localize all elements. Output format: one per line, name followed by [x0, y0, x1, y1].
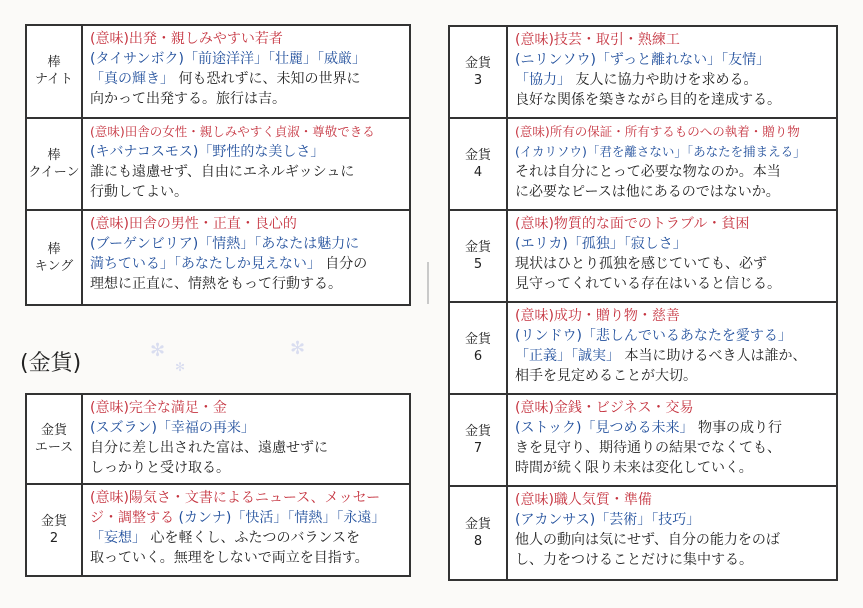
advice-text: 何も恐れずに、未知の世界に [174, 71, 361, 87]
advice-text: それは自分にとって必要な物なのか。本当 [515, 164, 781, 180]
meaning-text: (意味)田舎の女性・親しみやすく貞淑・尊敬できる [90, 123, 375, 139]
description-line [515, 458, 830, 478]
description-line [90, 29, 403, 49]
card-row [450, 303, 836, 395]
card-label [450, 211, 508, 301]
card-label-text: キング [34, 258, 74, 274]
card-label-text: 7 [473, 441, 483, 456]
description-line [90, 488, 403, 508]
description-line [515, 214, 830, 234]
card-row [27, 211, 409, 304]
section-heading: (金貨) [20, 351, 82, 376]
advice-text: 向かって出発する。旅行は吉。 [90, 91, 286, 107]
description-line [515, 234, 830, 254]
flower-language-text: 「真の輝き」 [90, 71, 174, 87]
flower-decoration-icon: ✻ [150, 340, 166, 361]
description-line [515, 418, 830, 438]
flower-language-text: (リンドウ)「悲しんでいるあなたを愛する」 [515, 328, 792, 344]
card-description [508, 211, 836, 301]
description-line [515, 510, 830, 530]
flower-language-text: (ストック)「見つめる未来」 [515, 420, 694, 436]
flower-language-text: 「協力」 [515, 72, 571, 88]
card-description [508, 119, 836, 209]
advice-text: 自分に差し出された富は、遠慮せずに [90, 440, 328, 456]
description-line [90, 418, 403, 438]
card-label-text: 6 [473, 349, 483, 364]
meaning-text: (意味)所有の保証・所有するものへの執着・贈り物 [515, 124, 800, 139]
flower-language-text: (エリカ)「孤独」「寂しさ」 [515, 236, 687, 252]
advice-text: 良好な関係を築きながら目的を達成する。 [515, 92, 781, 108]
card-description [83, 26, 409, 117]
description-line [90, 254, 403, 274]
page-divider [427, 262, 429, 304]
description-line [90, 69, 403, 89]
flower-decoration-icon: ✻ [290, 338, 306, 359]
description-line [90, 214, 403, 234]
card-description [508, 27, 836, 117]
card-label-text: 5 [473, 257, 483, 272]
description-line [515, 346, 830, 366]
meaning-text: (意味)職人気質・準備 [515, 492, 652, 508]
meaning-text: (意味)完全な満足・金 [90, 400, 227, 416]
card-label-text: 金貨 [40, 514, 67, 529]
description-line [515, 550, 830, 570]
card-label-text: 棒 [47, 241, 61, 257]
advice-text: 他人の動向は気にせず、自分の能力をのば [515, 532, 780, 548]
card-label [450, 27, 508, 117]
meaning-text: (意味)物質的な面でのトラブル・貧困 [515, 216, 750, 232]
description-line [515, 70, 830, 90]
card-label-text: 金貨 [40, 423, 67, 438]
advice-text: しっかりと受け取る。 [90, 460, 230, 476]
flower-language-text: (キバナコスモス)「野性的な美しさ」 [90, 143, 325, 160]
card-label-text: 金貨 [464, 148, 491, 163]
card-label-text: 8 [473, 534, 483, 549]
advice-text: 相手を見定めることが大切。 [515, 368, 697, 384]
description-line [90, 162, 403, 182]
card-row [450, 395, 836, 487]
description-line [90, 142, 403, 162]
card-label [27, 211, 83, 304]
card-row [450, 27, 836, 119]
card-row [450, 119, 836, 211]
description-line [515, 254, 830, 274]
card-label-text: 4 [473, 165, 483, 180]
description-line [90, 234, 403, 254]
flower-language-text: (イカリソウ)「君を離さない」「あなたを捕まえる」 [515, 144, 806, 159]
card-label-text: 金貨 [464, 424, 491, 439]
description-line [515, 490, 830, 510]
pentacles-table-right [448, 25, 838, 581]
flower-language-text: (ニリンソウ)「ずっと離れない」「友情」 [515, 52, 771, 68]
advice-text: 物事の成り行 [693, 420, 782, 436]
card-label [27, 485, 83, 575]
flower-language-text: (タイサンボク)「前途洋洋」「壮麗」「威厳」 [90, 51, 366, 67]
pentacles-table-left [25, 393, 411, 577]
description-line [515, 90, 830, 110]
card-label-text: エース [34, 440, 74, 455]
flower-language-text: 「妄想」 [90, 530, 146, 546]
description-line [515, 142, 830, 162]
meaning-text: (意味)陽気さ・文書によるニュース、メッセー [90, 490, 381, 506]
flower-language-text: (カンナ)「快活」「情熱」「永遠」 [174, 510, 386, 526]
description-line [515, 530, 830, 550]
card-row [27, 26, 409, 119]
flower-decoration-icon: ✻ [175, 360, 186, 374]
meaning-text: (意味)金銭・ビジネス・交易 [515, 400, 694, 416]
description-line [90, 89, 403, 109]
advice-text: 心を軽くし、ふたつのバランスを [146, 530, 361, 546]
description-line [90, 458, 403, 478]
card-description [83, 211, 409, 304]
advice-text: 誰にも遠慮せず、自由にエネルギッシュに [90, 163, 355, 180]
description-line [515, 366, 830, 386]
flower-language-text: (ブーゲンビリア)「情熱」「あなたは魅力に [90, 236, 360, 253]
description-line [90, 182, 403, 202]
card-description [83, 119, 409, 210]
advice-text: 理想に正直に、情熱をもって行動する。 [90, 276, 342, 293]
card-row [27, 485, 409, 575]
meaning-text: (意味)田舎の男性・正直・良心的 [90, 216, 297, 233]
advice-text: 時間が続く限り未来は変化していく。 [515, 460, 753, 476]
flower-language-text: 満ちている」「あなたしか見えない」 [90, 256, 321, 273]
card-label [27, 26, 83, 117]
card-label [450, 303, 508, 393]
advice-text: 行動してよい。 [90, 183, 188, 200]
card-row [27, 395, 409, 485]
advice-text: 友人に協力や助けを求める。 [571, 72, 758, 88]
description-line [90, 528, 403, 548]
description-line [515, 274, 830, 294]
description-line [515, 30, 830, 50]
flower-language-text: (スズラン)「幸福の再来」 [90, 420, 255, 436]
advice-text: 現状はひとり孤独を感じていても、必ず [515, 256, 767, 272]
card-row [450, 487, 836, 579]
description-line [515, 122, 830, 142]
wands-court-table [25, 24, 411, 306]
description-line [515, 306, 830, 326]
description-line [515, 182, 830, 202]
description-line [515, 50, 830, 70]
advice-text: きを見守り、期待通りの結果でなくても、 [515, 440, 781, 456]
card-row [450, 211, 836, 303]
card-description [83, 485, 409, 575]
card-label-text: 2 [49, 531, 59, 546]
card-label [27, 119, 83, 210]
description-line [90, 49, 403, 69]
card-description [508, 395, 836, 485]
card-label-text: 3 [473, 73, 483, 88]
card-label-text: 金貨 [464, 517, 491, 532]
card-description [508, 303, 836, 393]
meaning-text: (意味)成功・贈り物・慈善 [515, 308, 680, 324]
description-line [515, 398, 830, 418]
description-line [90, 508, 403, 528]
advice-text: 見守ってくれている存在はいると信じる。 [515, 276, 781, 292]
description-line [90, 548, 403, 568]
card-label [27, 395, 83, 483]
card-label-text: 金貨 [464, 240, 491, 255]
card-label-text: 棒 [47, 55, 61, 71]
description-line [90, 398, 403, 418]
card-label-text: ナイト [34, 72, 74, 88]
meaning-text: (意味)出発・親しみやすい若者 [90, 31, 283, 47]
meaning-text: ジ・調整する [90, 510, 174, 526]
advice-text: 自分の [320, 256, 368, 273]
description-line [90, 122, 403, 142]
card-description [508, 487, 836, 579]
description-line [515, 162, 830, 182]
advice-text: し、力をつけることだけに集中する。 [515, 552, 753, 568]
card-label [450, 487, 508, 579]
card-description [83, 395, 409, 483]
card-label-text: 金貨 [464, 332, 491, 347]
card-label-text: 棒 [47, 147, 61, 163]
description-line [515, 438, 830, 458]
advice-text: に必要なピースは他にあるのではないか。 [515, 184, 780, 200]
flower-language-text: 「正義」「誠実」 [515, 348, 620, 364]
flower-language-text: (アカンサス)「芸術」「技巧」 [515, 512, 701, 528]
advice-text: 取っていく。無理をしないで両立を目指す。 [90, 550, 369, 566]
description-line [90, 274, 403, 294]
card-label-text: クイーン [28, 164, 80, 180]
description-line [515, 326, 830, 346]
card-label [450, 119, 508, 209]
card-row [27, 119, 409, 212]
description-line [90, 438, 403, 458]
card-label-text: 金貨 [464, 56, 491, 71]
advice-text: 本当に助けるべき人は誰か、 [620, 348, 807, 364]
card-label [450, 395, 508, 485]
meaning-text: (意味)技芸・取引・熟練工 [515, 32, 680, 48]
